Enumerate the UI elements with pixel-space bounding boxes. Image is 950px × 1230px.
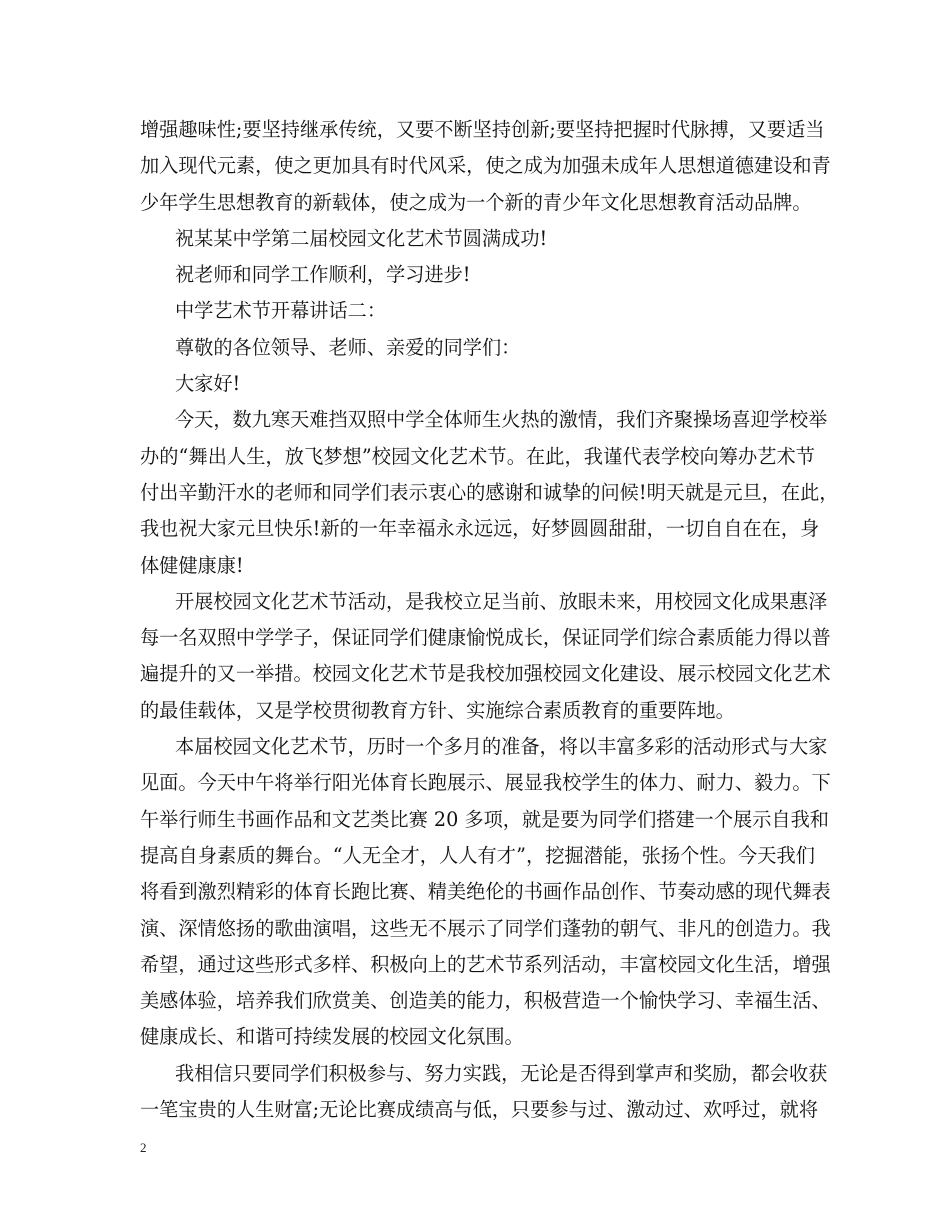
text-line: 祝某某中学第二届校园文化艺术节圆满成功! (175, 226, 548, 250)
text-line: 中学艺术节开幕讲话二： (175, 299, 387, 323)
text-line: 加入现代元素，使之更加具有时代风采，使之成为加强未成年人思想道德建设和青 (140, 154, 831, 178)
text-line: 健康成长、和谐可持续发展的校园文化氛围。 (140, 1025, 524, 1049)
text-line: 我相信只要同学们积极参与、努力实践，无论是否得到掌声和奖励，都会收获 (175, 1061, 828, 1085)
document-body (140, 112, 839, 1128)
text-line: 大家好! (175, 372, 241, 396)
text-line: 演、深情悠扬的歌曲演唱，这些无不展示了同学们蓬勃的朝气、非凡的创造力。我 (140, 916, 831, 940)
text-line: 的最佳载体，又是学校贯彻教育方针、实施综合素质教育的重要阵地。 (140, 698, 735, 722)
text-line: 每一名双照中学学子，保证同学们健康愉悦成长，保证同学们综合素质能力得以普 (140, 626, 831, 650)
text-line: 办的“舞出人生，放飞梦想”校园文化艺术节。在此，我谨代表学校向筹办艺术节 (140, 444, 815, 468)
text-line: 一笔宝贵的人生财富;无论比赛成绩高与低，只要参与过、激动过、欢呼过，就将 (140, 1098, 819, 1122)
text-line: 开展校园文化艺术节活动，是我校立足当前、放眼未来，用校园文化成果惠泽 (175, 589, 828, 613)
text-line: 增强趣味性;要坚持继承传统，又要不断坚持创新;要坚持把握时代脉搏，又要适当 (140, 118, 825, 141)
page-number: 2 (140, 1140, 147, 1155)
text-line: 美感体验，培养我们欣赏美、创造美的能力，积极营造一个愉快学习、幸福生活、 (140, 989, 831, 1013)
text-line: 提高自身素质的舞台。“人无全才，人人有才”，挖掘潜能，张扬个性。今天我们 (140, 843, 815, 867)
text-line: 希望，通过这些形式多样、积极向上的艺术节系列活动，丰富校园文化生活，增强 (140, 952, 831, 976)
text-line: 体健健康康! (140, 553, 244, 577)
text-line: 少年学生思想教育的新载体，使之成为一个新的青少年文化思想教育活动品牌。 (140, 190, 812, 214)
text-line: 午举行师生书画作品和文艺类比赛 20 多项，就是要为同学们搭建一个展示自我和 (140, 807, 829, 831)
text-line: 我也祝大家元旦快乐!新的一年幸福永永远远，好梦圆圆甜甜，一切自自在在，身 (140, 517, 820, 541)
text-line: 见面。今天中午将举行阳光体育长跑展示、展显我校学生的体力、耐力、毅力。下 (140, 771, 831, 795)
text-line: 付出辛勤汗水的老师和同学们表示衷心的感谢和诚挚的问候!明天就是元旦，在此， (140, 480, 839, 504)
text-line: 祝老师和同学工作顺利，学习进步! (175, 263, 471, 287)
text-line: 将看到激烈精彩的体育长跑比赛、精美绝伦的书画作品创作、节奏动感的现代舞表 (140, 880, 831, 904)
text-line: 今天，数九寒天难挡双照中学全体师生火热的激情，我们齐聚操场喜迎学校举 (175, 408, 828, 432)
text-line: 尊敬的各位领导、老师、亲爱的同学们： (175, 335, 521, 359)
text-line: 遍提升的又一举措。校园文化艺术节是我校加强校园文化建设、展示校园文化艺术 (140, 662, 831, 686)
text-line: 本届校园文化艺术节，历时一个多月的准备，将以丰富多彩的活动形式与大家 (175, 735, 828, 759)
